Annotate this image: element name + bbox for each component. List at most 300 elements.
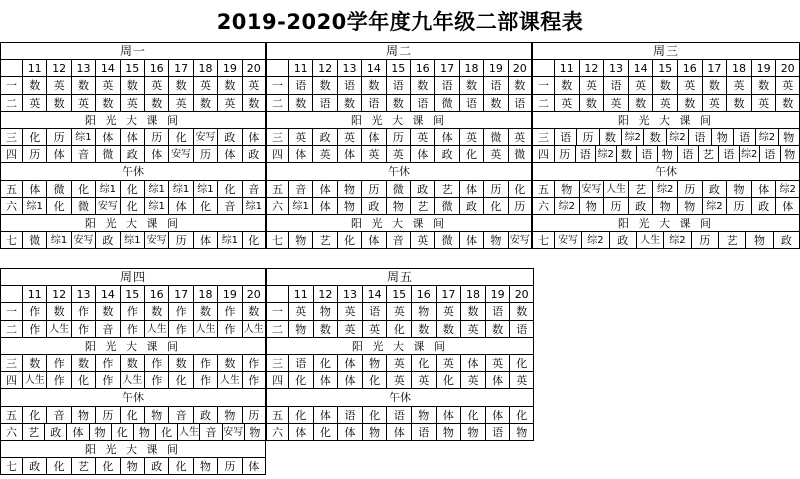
subject-cell: 体 xyxy=(95,128,119,145)
subject-cell: 微 xyxy=(46,180,70,197)
subject-cell: 历 xyxy=(677,180,702,197)
block-bottom-border xyxy=(532,248,800,249)
subject-cell: 化 xyxy=(111,423,133,440)
subject-cell: 语 xyxy=(386,76,410,93)
subject-cell: 英 xyxy=(288,302,313,319)
subject-cell: 物 xyxy=(337,180,361,197)
subject-cell: 体 xyxy=(751,180,776,197)
subject-cell: 英 xyxy=(120,94,144,111)
class-number: 20 xyxy=(508,59,532,76)
subject-cell: 体 xyxy=(66,423,88,440)
subject-cell: 历 xyxy=(242,406,266,423)
subject-cell: 人生 xyxy=(242,320,266,337)
subject-cell: 化 xyxy=(362,371,387,388)
subject-cell: 音 xyxy=(71,145,95,162)
period-label: 六 xyxy=(0,197,22,214)
subject-cell: 物 xyxy=(217,406,241,423)
subject-cell: 化 xyxy=(313,423,338,440)
subject-cell: 化 xyxy=(459,145,483,162)
class-number: 12 xyxy=(313,285,338,302)
class-number: 19 xyxy=(751,59,776,76)
subject-cell: 微 xyxy=(95,145,119,162)
period-label: 五 xyxy=(0,180,22,197)
subject-cell: 化 xyxy=(120,180,144,197)
subject-cell: 作 xyxy=(144,371,168,388)
subject-cell: 政 xyxy=(410,180,434,197)
subject-cell: 物 xyxy=(71,406,95,423)
subject-cell: 体 xyxy=(242,457,266,474)
subject-cell: 体 xyxy=(337,423,362,440)
subject-cell: 体 xyxy=(337,145,361,162)
subject-cell: 历 xyxy=(193,145,217,162)
subject-cell: 物 xyxy=(652,197,677,214)
subject-cell: 化 xyxy=(168,371,192,388)
period-label: 五 xyxy=(0,406,22,423)
subject-cell: 体 xyxy=(313,371,338,388)
subject-cell: 数 xyxy=(751,76,776,93)
subject-cell: 政 xyxy=(609,231,636,248)
subject-cell: 数 xyxy=(71,354,95,371)
class-number: 18 xyxy=(726,59,751,76)
subject-cell: 数 xyxy=(288,94,312,111)
subject-cell: 数 xyxy=(193,302,217,319)
block-bottom-border xyxy=(0,248,266,249)
subject-cell: 历 xyxy=(386,128,410,145)
subject-cell: 物 xyxy=(120,457,144,474)
subject-cell: 综1 xyxy=(120,231,144,248)
class-number: 18 xyxy=(460,285,485,302)
subject-cell: 物 xyxy=(133,423,155,440)
subject-cell: 化 xyxy=(46,197,70,214)
subject-cell: 政 xyxy=(193,406,217,423)
subject-cell: 语 xyxy=(688,128,710,145)
subject-cell: 物 xyxy=(509,423,534,440)
row-label-empty xyxy=(532,59,554,76)
subject-cell: 英 xyxy=(628,76,653,93)
subject-cell: 物 xyxy=(362,423,387,440)
class-number: 13 xyxy=(337,285,362,302)
subject-cell: 政 xyxy=(773,231,800,248)
lunch-break-row: 午休 xyxy=(532,162,800,179)
subject-cell: 体 xyxy=(436,406,461,423)
subject-cell: 化 xyxy=(120,197,144,214)
subject-cell: 综2 xyxy=(739,145,760,162)
subject-cell: 体 xyxy=(459,180,483,197)
row-label-empty xyxy=(0,59,22,76)
subject-cell: 化 xyxy=(242,231,266,248)
row-label-empty xyxy=(266,59,288,76)
period-label: 三 xyxy=(0,128,22,145)
subject-cell: 语 xyxy=(337,76,361,93)
subject-cell: 物 xyxy=(745,231,772,248)
class-number: 13 xyxy=(603,59,628,76)
period-label: 三 xyxy=(266,128,288,145)
subject-cell: 语 xyxy=(575,145,596,162)
subject-cell: 人生 xyxy=(603,180,628,197)
subject-cell: 政 xyxy=(434,145,458,162)
subject-cell: 语 xyxy=(434,76,458,93)
period-label: 六 xyxy=(266,197,288,214)
subject-cell: 作 xyxy=(168,302,192,319)
subject-cell: 作 xyxy=(95,354,119,371)
subject-cell: 英 xyxy=(386,302,411,319)
subject-cell: 英 xyxy=(436,354,461,371)
subject-cell: 艺 xyxy=(628,180,653,197)
period-label: 五 xyxy=(266,406,288,423)
subject-cell: 英 xyxy=(144,76,168,93)
subject-cell: 物 xyxy=(411,406,436,423)
subject-cell: 英 xyxy=(288,128,312,145)
lunch-break-row: 午休 xyxy=(266,162,532,179)
subject-cell: 作 xyxy=(217,320,241,337)
subject-cell: 物 xyxy=(386,197,410,214)
subject-cell: 数 xyxy=(242,94,266,111)
class-number: 19 xyxy=(483,59,507,76)
subject-cell: 数 xyxy=(554,76,579,93)
subject-cell: 综1 xyxy=(144,197,168,214)
period-label: 一 xyxy=(0,302,22,319)
subject-cell: 体 xyxy=(460,354,485,371)
subject-cell: 数 xyxy=(313,320,338,337)
subject-cell: 政 xyxy=(120,145,144,162)
subject-cell: 历 xyxy=(217,457,241,474)
subject-cell: 体 xyxy=(775,197,800,214)
subject-cell: 艺 xyxy=(434,180,458,197)
class-number: 16 xyxy=(677,59,702,76)
subject-cell: 安写 xyxy=(508,231,532,248)
subject-cell: 物 xyxy=(780,145,800,162)
subject-cell: 体 xyxy=(485,371,510,388)
subject-cell: 历 xyxy=(726,197,751,214)
subject-cell: 英 xyxy=(337,320,362,337)
day-header: 周一 xyxy=(0,42,266,59)
subject-cell: 综1 xyxy=(71,128,95,145)
class-number: 15 xyxy=(120,285,144,302)
subject-cell: 人生 xyxy=(193,320,217,337)
subject-cell: 作 xyxy=(22,302,46,319)
class-number: 14 xyxy=(95,285,119,302)
subject-cell: 数 xyxy=(579,94,604,111)
class-number: 15 xyxy=(386,59,410,76)
subject-cell: 物 xyxy=(193,457,217,474)
subject-cell: 英 xyxy=(483,145,507,162)
subject-cell: 历 xyxy=(46,128,70,145)
subject-cell: 历 xyxy=(508,197,532,214)
class-number: 15 xyxy=(120,59,144,76)
subject-cell: 英 xyxy=(702,94,727,111)
subject-cell: 英 xyxy=(485,354,510,371)
subject-cell: 语 xyxy=(759,145,780,162)
subject-cell: 作 xyxy=(46,371,70,388)
block-bottom-border xyxy=(266,440,534,441)
subject-cell: 数 xyxy=(46,94,70,111)
subject-cell: 物 xyxy=(411,302,436,319)
class-number: 14 xyxy=(361,59,385,76)
subject-cell: 政 xyxy=(144,457,168,474)
subject-cell: 人生 xyxy=(120,371,144,388)
class-number: 20 xyxy=(242,285,266,302)
subject-cell: 政 xyxy=(361,197,385,214)
subject-cell: 英 xyxy=(411,371,436,388)
subject-cell: 化 xyxy=(411,354,436,371)
class-number: 12 xyxy=(312,59,336,76)
subject-cell: 语 xyxy=(362,302,387,319)
period-label: 三 xyxy=(266,354,288,371)
subject-cell: 语 xyxy=(411,423,436,440)
subject-cell: 数 xyxy=(193,94,217,111)
subject-cell: 语 xyxy=(288,354,313,371)
class-number: 12 xyxy=(579,59,604,76)
break-activity-row: 阳 光 大 课 间 xyxy=(266,337,534,354)
class-number: 11 xyxy=(288,285,313,302)
subject-cell: 数 xyxy=(120,354,144,371)
subject-cell: 物 xyxy=(244,423,266,440)
subject-cell: 综1 xyxy=(242,197,266,214)
subject-cell: 体 xyxy=(361,231,385,248)
subject-cell: 数 xyxy=(168,354,192,371)
subject-cell: 综2 xyxy=(595,145,616,162)
subject-cell: 物 xyxy=(657,145,678,162)
subject-cell: 政 xyxy=(459,197,483,214)
subject-cell: 语 xyxy=(459,94,483,111)
subject-cell: 作 xyxy=(22,320,46,337)
class-number: 12 xyxy=(46,59,70,76)
subject-cell: 安写 xyxy=(71,231,95,248)
period-label: 四 xyxy=(266,371,288,388)
subject-cell: 音 xyxy=(95,320,119,337)
subject-cell: 数 xyxy=(217,76,241,93)
class-number: 15 xyxy=(652,59,677,76)
subject-cell: 数 xyxy=(46,302,70,319)
subject-cell: 物 xyxy=(337,197,361,214)
subject-cell: 化 xyxy=(22,406,46,423)
subject-cell: 英 xyxy=(386,145,410,162)
subject-cell: 数 xyxy=(242,302,266,319)
subject-cell: 语 xyxy=(485,423,510,440)
subject-cell: 人生 xyxy=(144,320,168,337)
subject-cell: 英 xyxy=(775,76,800,93)
period-label: 四 xyxy=(0,145,22,162)
subject-cell: 英 xyxy=(554,94,579,111)
class-number: 16 xyxy=(411,285,436,302)
class-number: 19 xyxy=(485,285,510,302)
subject-cell: 数 xyxy=(168,76,192,93)
subject-cell: 英 xyxy=(579,76,604,93)
subject-cell: 人生 xyxy=(46,320,70,337)
lunch-break-row: 午休 xyxy=(0,388,266,405)
subject-cell: 综1 xyxy=(22,197,46,214)
subject-cell: 体 xyxy=(337,371,362,388)
subject-cell: 综2 xyxy=(663,231,690,248)
subject-cell: 微 xyxy=(22,231,46,248)
subject-cell: 化 xyxy=(22,128,46,145)
subject-cell: 历 xyxy=(95,406,119,423)
subject-cell: 数 xyxy=(95,94,119,111)
class-number: 12 xyxy=(46,285,70,302)
class-number: 13 xyxy=(337,59,361,76)
row-label-empty xyxy=(266,285,288,302)
period-label: 六 xyxy=(266,423,288,440)
subject-cell: 化 xyxy=(509,354,534,371)
subject-cell: 数 xyxy=(71,76,95,93)
subject-cell: 英 xyxy=(168,94,192,111)
class-number: 18 xyxy=(193,59,217,76)
class-number: 19 xyxy=(217,59,241,76)
subject-cell: 化 xyxy=(155,423,177,440)
subject-cell: 人生 xyxy=(217,371,241,388)
class-number: 17 xyxy=(168,59,192,76)
subject-cell: 微 xyxy=(71,197,95,214)
subject-cell: 微 xyxy=(434,231,458,248)
block-bottom-border xyxy=(266,248,532,249)
class-number: 14 xyxy=(628,59,653,76)
class-number: 11 xyxy=(554,59,579,76)
subject-cell: 化 xyxy=(386,320,411,337)
subject-cell: 语 xyxy=(337,406,362,423)
subject-cell: 语 xyxy=(483,76,507,93)
subject-cell: 人生 xyxy=(636,231,663,248)
page-title: 2019-2020学年度九年级二部课程表 xyxy=(216,10,584,34)
subject-cell: 化 xyxy=(168,128,192,145)
break-activity-row: 阳 光 大 课 间 xyxy=(0,111,266,128)
subject-cell: 物 xyxy=(554,180,579,197)
subject-cell: 物 xyxy=(579,197,604,214)
subject-cell: 数 xyxy=(652,76,677,93)
subject-cell: 数 xyxy=(726,94,751,111)
period-label: 二 xyxy=(266,320,288,337)
subject-cell: 数 xyxy=(677,94,702,111)
block-bottom-border xyxy=(0,474,266,475)
subject-cell: 语 xyxy=(677,145,698,162)
subject-cell: 化 xyxy=(46,457,70,474)
subject-cell: 英 xyxy=(508,128,532,145)
subject-cell: 数 xyxy=(95,302,119,319)
subject-cell: 语 xyxy=(288,76,312,93)
subject-cell: 体 xyxy=(337,354,362,371)
break-activity-row: 阳 光 大 课 间 xyxy=(0,214,266,231)
subject-cell: 微 xyxy=(434,197,458,214)
class-number: 11 xyxy=(22,285,46,302)
class-number: 14 xyxy=(362,285,387,302)
subject-cell: 综2 xyxy=(554,197,579,214)
subject-cell: 化 xyxy=(337,231,361,248)
subject-cell: 体 xyxy=(312,197,336,214)
subject-cell: 历 xyxy=(22,145,46,162)
subject-cell: 英 xyxy=(460,320,485,337)
class-number: 17 xyxy=(436,285,461,302)
subject-cell: 体 xyxy=(313,406,338,423)
subject-cell: 英 xyxy=(459,128,483,145)
subject-cell: 体 xyxy=(193,231,217,248)
subject-cell: 音 xyxy=(217,197,241,214)
subject-cell: 艺 xyxy=(71,457,95,474)
subject-cell: 化 xyxy=(71,180,95,197)
subject-cell: 综2 xyxy=(702,197,727,214)
subject-cell: 历 xyxy=(361,180,385,197)
subject-cell: 作 xyxy=(71,320,95,337)
subject-cell: 综2 xyxy=(755,128,777,145)
subject-cell: 数 xyxy=(599,128,621,145)
class-number: 11 xyxy=(288,59,312,76)
subject-cell: 英 xyxy=(386,371,411,388)
subject-cell: 数 xyxy=(508,76,532,93)
subject-cell: 体 xyxy=(459,231,483,248)
subject-cell: 英 xyxy=(652,94,677,111)
subject-cell: 作 xyxy=(242,371,266,388)
subject-cell: 数 xyxy=(22,354,46,371)
subject-cell: 化 xyxy=(217,180,241,197)
subject-cell: 政 xyxy=(628,197,653,214)
subject-cell: 物 xyxy=(89,423,111,440)
class-number: 11 xyxy=(22,59,46,76)
class-number: 16 xyxy=(144,285,168,302)
subject-cell: 数 xyxy=(144,94,168,111)
subject-cell: 音 xyxy=(199,423,221,440)
subject-cell: 政 xyxy=(702,180,727,197)
subject-cell: 历 xyxy=(483,180,507,197)
subject-cell: 历 xyxy=(554,145,575,162)
subject-cell: 作 xyxy=(120,320,144,337)
subject-cell: 综1 xyxy=(95,180,119,197)
subject-cell: 数 xyxy=(775,94,800,111)
period-label: 七 xyxy=(532,231,554,248)
subject-cell: 综1 xyxy=(217,231,241,248)
subject-cell: 英 xyxy=(337,302,362,319)
subject-cell: 作 xyxy=(193,371,217,388)
subject-cell: 数 xyxy=(643,128,665,145)
subject-cell: 历 xyxy=(576,128,598,145)
subject-cell: 物 xyxy=(144,406,168,423)
subject-cell: 人生 xyxy=(177,423,199,440)
subject-cell: 化 xyxy=(288,406,313,423)
class-number: 20 xyxy=(775,59,800,76)
subject-cell: 综2 xyxy=(652,180,677,197)
subject-cell: 微 xyxy=(508,145,532,162)
period-label: 一 xyxy=(0,76,22,93)
class-number: 18 xyxy=(459,59,483,76)
subject-cell: 人生 xyxy=(22,371,46,388)
subject-cell: 政 xyxy=(312,128,336,145)
class-number: 17 xyxy=(702,59,727,76)
subject-cell: 体 xyxy=(288,145,312,162)
period-label: 四 xyxy=(0,371,22,388)
subject-cell: 音 xyxy=(46,406,70,423)
subject-cell: 体 xyxy=(217,145,241,162)
subject-cell: 作 xyxy=(168,320,192,337)
subject-cell: 化 xyxy=(362,406,387,423)
subject-cell: 作 xyxy=(242,354,266,371)
subject-cell: 作 xyxy=(46,354,70,371)
subject-cell: 作 xyxy=(193,354,217,371)
subject-cell: 作 xyxy=(71,302,95,319)
subject-cell: 政 xyxy=(217,128,241,145)
subject-cell: 数 xyxy=(410,76,434,93)
subject-cell: 语 xyxy=(312,94,336,111)
subject-cell: 体 xyxy=(144,145,168,162)
subject-cell: 体 xyxy=(120,128,144,145)
subject-cell: 化 xyxy=(509,406,534,423)
class-number: 20 xyxy=(242,59,266,76)
subject-cell: 综1 xyxy=(288,197,312,214)
subject-cell: 化 xyxy=(508,180,532,197)
row-label-empty xyxy=(0,285,22,302)
subject-cell: 数 xyxy=(483,94,507,111)
break-activity-row: 阳 光 大 课 间 xyxy=(0,337,266,354)
class-number: 19 xyxy=(217,285,241,302)
subject-cell: 数 xyxy=(509,302,534,319)
subject-cell: 综1 xyxy=(193,180,217,197)
subject-cell: 体 xyxy=(22,180,46,197)
